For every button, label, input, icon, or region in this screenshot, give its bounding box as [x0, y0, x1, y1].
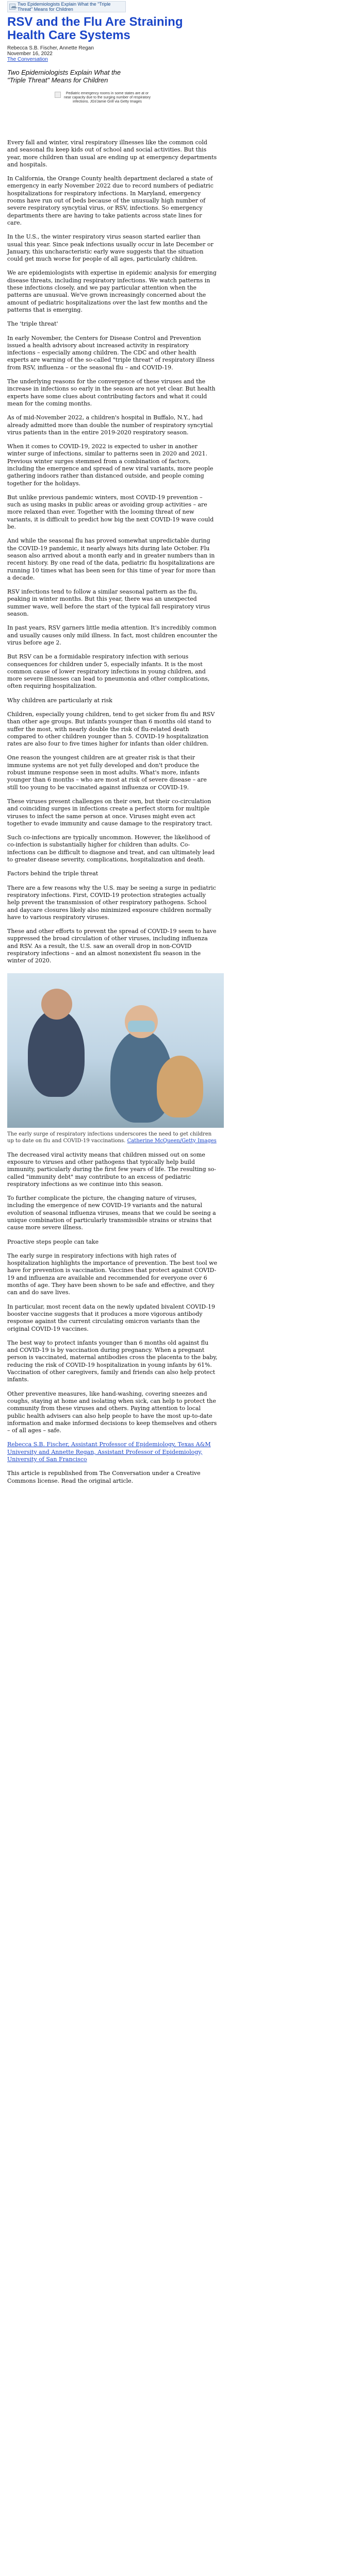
article-header [7, 15, 214, 84]
article-paragraph: There are a few reasons why the U.S. may be seeing a surge in pediatric respiratory infections. First, COVID-19 protection strategies actually help prevent the transmission of other respiratory pathogens. School and daycare closures likely also minimized exposure children normally have to various respiratory viruses. [7, 884, 216, 921]
hero-image-alt-text: Pediatric emergency rooms in some states are at or near capacity due to the surging number of respiratory infections. JGI/Jamie Grill via Getty Images [63, 92, 151, 104]
article-paragraph: We are epidemiologists with expertise in epidemic analysis for emerging disease threats, including respiratory infections. We watch patterns in these infections closely, and we pay particular attention when the patterns are unusual. We've grown increasingly concerned about the amount of pediatric hospitalizations over the last few months and the patterns that is emerging. [7, 269, 217, 313]
article-paragraph: The early surge in respiratory infections with high rates of hospitalization highlights the importance of prevention. The best tool we have for prevention is vaccination. Vaccines that protect against COVID-19 and influenza are available and recommended for everyone over 6 months of age. They have been shown to be safe and effective, and they can and do save lives. [7, 1252, 218, 1296]
republish-note: This article is republished from The Conversation under a Creative Commons license. Read the original article. [7, 1470, 201, 1484]
article-paragraph: The decreased viral activity means that children missed out on some exposure to viruses and other pathogens that typically help build immunity, particularly during the first few years of life. The resulting so-called "immunity debt" may contribute to an excess of pediatric respiratory infections as we continue into this season. [7, 1151, 216, 1188]
article-paragraph: These and other efforts to prevent the spread of COVID-19 seem to have suppressed the broad circulation of other viruses, including influenza and RSV. As a result, the U.S. saw an overall drop in non-COVID respiratory infections – and an almost nonexistent flu season in the winter of 2020. [7, 928, 217, 964]
broken-image-icon [9, 4, 15, 10]
article-paragraph: Other preventive measures, like hand-washing, covering sneezes and coughs, staying at home and isolating when sick, can help to protect the community from these viruses and others. Paying attention to local public health advisers can also help people to have the most up-to-date information and make informed decisions to keep themselves and others – of all ages – safe. [7, 1390, 217, 1434]
article-paragraph: Such co-infections are typically uncommon. However, the likelihood of co-infection is substantially higher for children than adults. Co-infections can be difficult to diagnose and treat, and can ultimately lead to greater disease severity, complications, hospitalization and death. [7, 834, 215, 863]
article-paragraph: RSV infections tend to follow a similar seasonal pattern as the flu, peaking in winter months. But this year, there was an unexpected summer wave, well before the start of the typical fall respiratory virus season. [7, 588, 210, 618]
figure-face-mask [128, 1021, 155, 1032]
article-figure-photo [7, 973, 224, 1128]
article-paragraph: But RSV can be a formidable respiratory infection with serious consequences for children under 5, especially infants. It is the most common cause of lower respiratory infections in young children, and more severe illnesses can lead to pneumonia and other complications, often requiring hospitalization. [7, 653, 210, 690]
article-paragraph: To further complicate the picture, the changing nature of viruses, including the emergence of new COVID-19 variants and the natural evolution of seasonal influenza viruses, means that we could be seeing a unique combination of particularly transmissible strains or strains that cause more severe illness. [7, 1195, 216, 1231]
article-title: RSV and the Flu Are Straining Health Care Systems [7, 15, 183, 42]
figure-person [28, 1009, 85, 1097]
article-subtitle: Two Epidemiologists Explain What the "Triple Threat" Means for Children [7, 69, 121, 84]
article-byline: Rebecca S.B. Fischer, Annette Regan [7, 45, 94, 51]
figure-credit-link[interactable]: Catherine McQueen/Getty Images [127, 1138, 217, 1144]
section-heading: Factors behind the triple threat [7, 870, 99, 877]
article-paragraph: These viruses present challenges on their own, but their co-circulation and coinciding surges in infections create a perfect storm for multiple viruses to infect the same person at once. Viruses might even act together to evade immunity and cause damage to the respiratory tract. [7, 798, 212, 827]
article-paragraph: In past years, RSV garners little media attention. It's incredibly common and usually causes only mild illness. In fact, most children encounter the virus before age 2. [7, 624, 218, 646]
article-paragraph: When it comes to COVID-19, 2022 is expected to usher in another winter surge of infections, similar to patterns seen in 2020 and 2021. Previous winter surges stemmed from a combination of factors, including the emergence and spread of new viral variants, more people gathering indoors rather than distanced outside, and people coming together for the holidays. [7, 443, 214, 487]
figure-caption [7, 1131, 218, 1144]
article-paragraph: In the U.S., the winter respiratory virus season started earlier than usual this year. Since peak infections usually occur in late December or January, this uncharacteristic early wave suggests that the situation could get much worse for people of all ages, particularly children. [7, 233, 214, 263]
hero-image-placeholder [55, 92, 152, 116]
section-heading: The 'triple threat' [7, 320, 58, 328]
figure-child [157, 1056, 203, 1117]
article-paragraph: Children, especially young children, tend to get sicker from flu and RSV than other age groups. But infants younger than 6 months old stand to suffer the most, with nearly double the risk of flu-related death compared to other children younger than 5. COVID-19 hospitalization rates are also four to five times higher for infants than older children. [7, 711, 215, 748]
author-credits[interactable]: Rebecca S.B. Fischer, Assistant Professor of Epidemiology, Texas A&M University and Annette Regan, Assistant Professor of Epidemiology, University of San Francisco [7, 1441, 211, 1463]
article-date: November 16, 2022 [7, 51, 53, 57]
broken-image-icon [55, 92, 61, 98]
article-paragraph: The best way to protect infants younger than 6 months old against flu and COVID-19 is by vaccination during pregnancy. When a pregnant person is vaccinated, maternal antibodies cross the placenta to the baby, reducing the risk of COVID-19 hospitalization in young infants by 61%. Vaccination of other caregivers, family and friends can also help protect infants. [7, 1339, 218, 1383]
article-paragraph: In California, the Orange County health department declared a state of emergency in early November 2022 due to record numbers of pediatric hospitalizations for respiratory infections. In Maryland, emergency rooms have run out of beds because of the unusually high number of severe respiratory syncytial virus, or RSV, infections. So emergency departments there are having to take patients across state lines for care. [7, 175, 214, 226]
article-paragraph: The underlying reasons for the convergence of these viruses and the increase in infections so early in the season are not yet clear. But health experts have some clues about contributing factors and what it could mean for the coming months. [7, 378, 216, 407]
figure-caption-text: The early surge of respiratory infections underscores the need to get children up to date on flu and COVID-19 vaccinations. [7, 1131, 212, 1144]
article-paragraph: One reason the youngest children are at greater risk is that their immune systems are not yet fully developed and don't produce the robust immune response seen in most adults. What's more, infants younger than 6 months – who are most at risk of severe disease – are still too young to be vaccinated against influenza or COVID-19. [7, 754, 207, 791]
article-paragraph: Every fall and winter, viral respiratory illnesses like the common cold and seasonal flu keep kids out of school and social activities. But this year, more children than usual are ending up at emergency departments and hospitals. [7, 139, 217, 168]
article-paragraph: And while the seasonal flu has proved somewhat unpredictable during the COVID-19 pandemic, it nearly always hits during late October. Flu season also arrived about a month early and in greater numbers than in recent history. By one read of the data, pediatric flu hospitalizations are running 10 times what has been seen for this time of year for more than a decade. [7, 537, 216, 581]
article-source-link[interactable]: The Conversation [7, 57, 48, 62]
article-paragraph: As of mid-November 2022, a children's hospital in Buffalo, N.Y., had already admitted more than double the number of respiratory syncytial virus patients than in the entire 2019-2020 respiratory season. [7, 414, 213, 436]
top-image-placeholder[interactable] [7, 1, 126, 12]
article-paragraph: In early November, the Centers for Disease Control and Prevention issued a health advisory about increased activity in respiratory infections – especially among children. The CDC and other health experts are warning of the so-called "triple threat" of respiratory illness from RSV, influenza – or the seasonal flu – and COVID-19. [7, 334, 215, 371]
article-body [7, 139, 218, 1492]
top-image-alt-text: Two Epidemiologists Explain What the "Triple Threat" Means for Children [18, 2, 111, 12]
section-heading: Proactive steps people can take [7, 1238, 99, 1245]
figure-person-head [41, 989, 72, 1020]
section-heading: Why children are particularly at risk [7, 697, 112, 704]
article-paragraph: But unlike previous pandemic winters, most COVID-19 prevention – such as using masks in public areas or avoiding group activities – are more relaxed than ever. Together with the looming threat of new variants, it is difficult to predict how big the next COVID-19 wave could be. [7, 494, 214, 531]
article-paragraph: In particular, most recent data on the newly updated bivalent COVID-19 booster vaccine suggests that it produces a more vigorous antibody response against the current circulating omicron variants than the original COVID-19 vaccines. [7, 1303, 215, 1332]
